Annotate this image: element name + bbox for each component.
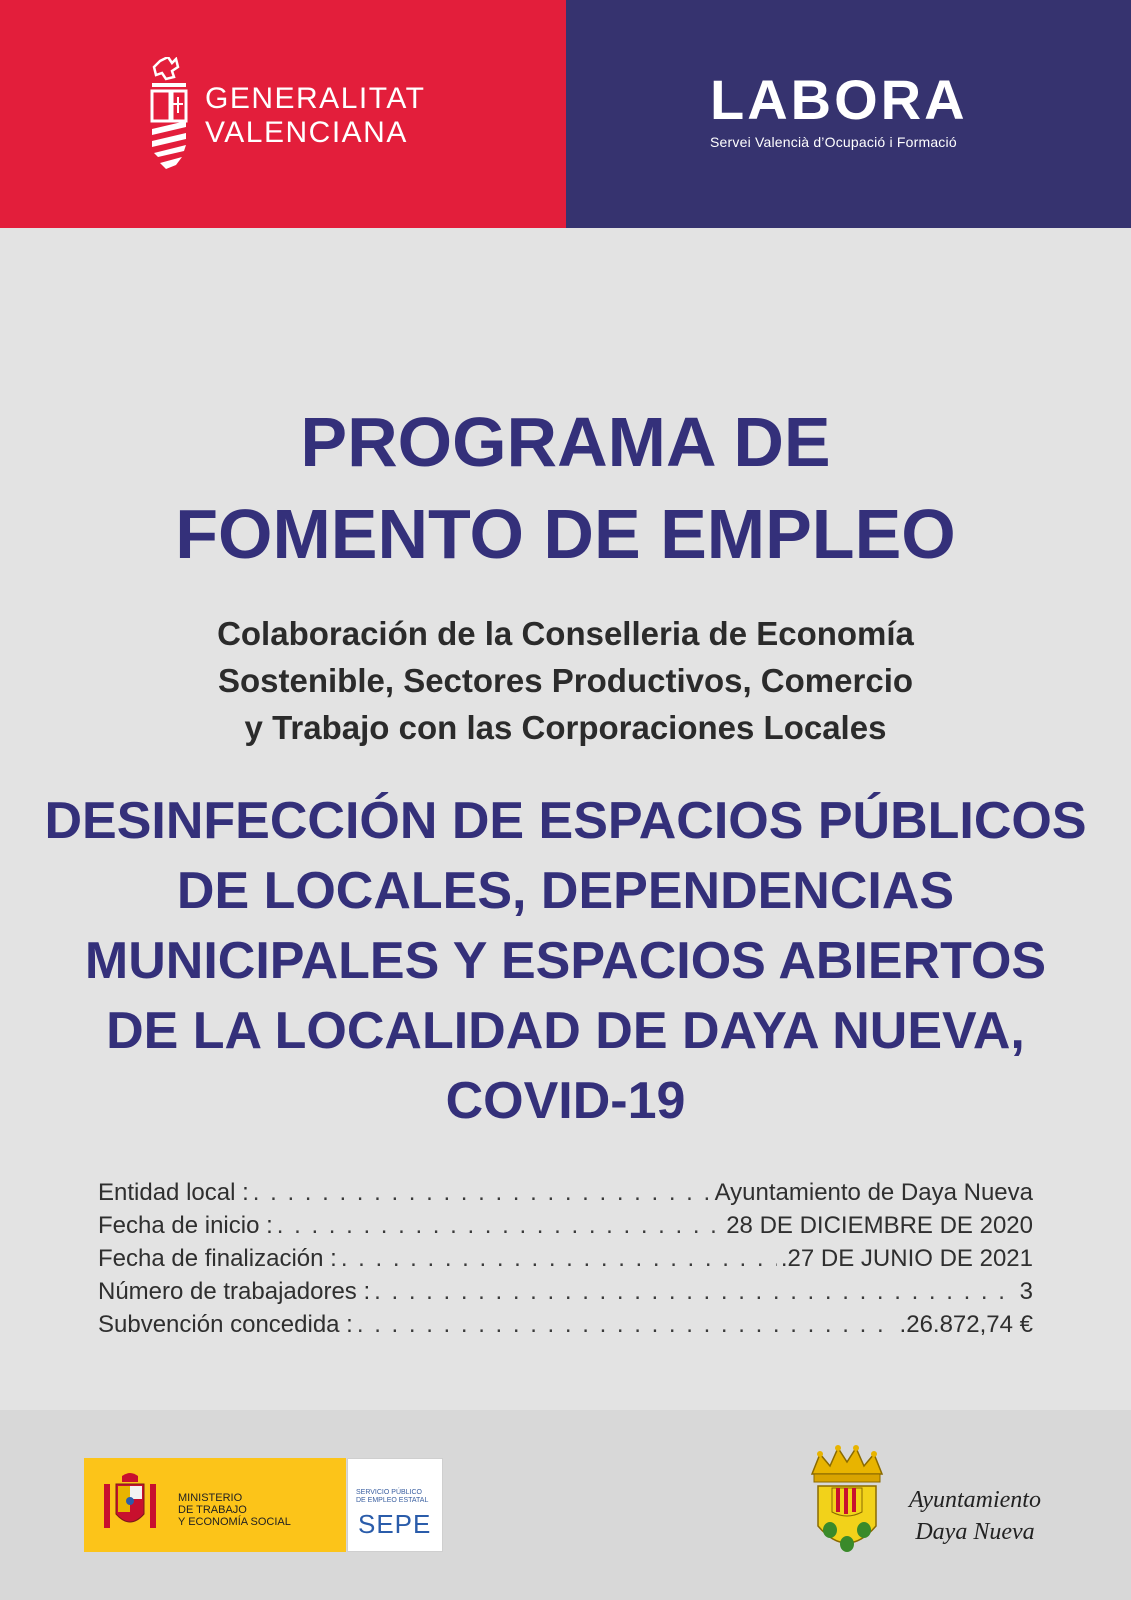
generalitat-shield-icon	[146, 57, 192, 171]
sepe-small-line1: SERVICIO PÚBLICO	[356, 1489, 423, 1496]
info-row-trabajadores	[98, 1275, 1033, 1308]
info-value: Ayuntamiento de Daya Nueva	[714, 1179, 1033, 1206]
ayuntamiento-logo-text	[890, 1484, 1060, 1548]
program-title-text: PROGRAMA DE FOMENTO DE EMPLEO	[175, 403, 956, 573]
info-value: .26.872,74 €	[899, 1311, 1033, 1338]
ministry-line1: MINISTERIO	[178, 1492, 243, 1504]
dot-leader	[253, 1176, 711, 1209]
sepe-logo	[347, 1458, 443, 1552]
generalitat-panel	[0, 0, 566, 228]
ayuntamiento-line2: Daya Nueva	[915, 1519, 1035, 1545]
dot-leader	[357, 1308, 896, 1341]
info-label: Entidad local :	[98, 1179, 249, 1206]
ministry-line3: Y ECONOMÍA SOCIAL	[178, 1516, 291, 1528]
generalitat-line2: VALENCIANA	[205, 116, 408, 149]
info-row-entidad	[98, 1176, 1033, 1209]
info-value: 3	[1019, 1278, 1033, 1305]
dot-leader	[374, 1275, 1015, 1308]
footer-band	[0, 1410, 1131, 1600]
info-value: .27 DE JUNIO DE 2021	[780, 1245, 1033, 1272]
info-label: Subvención concedida :	[98, 1311, 353, 1338]
program-title	[0, 396, 1131, 580]
sepe-name: SEPE	[358, 1509, 432, 1539]
info-row-fecha-fin	[98, 1242, 1033, 1275]
project-title	[0, 786, 1131, 1136]
spain-coat-of-arms-icon	[100, 1470, 160, 1540]
ministry-line2: DE TRABAJO	[178, 1504, 247, 1516]
collaboration-subtitle	[0, 610, 1131, 751]
ministry-name	[178, 1492, 291, 1528]
project-title-text: DESINFECCIÓN DE ESPACIOS PÚBLICOS DE LOCALES, DEPENDENCIAS MUNICIPALES Y ESPACIOS ABIERTOS DE LA LOCALIDAD DE DAYA NUEVA, COVID-19	[44, 792, 1087, 1130]
project-info-list	[98, 1176, 1033, 1341]
daya-nueva-coat-of-arms-icon	[806, 1444, 888, 1564]
info-label: Fecha de inicio :	[98, 1212, 273, 1239]
ayuntamiento-line1: Ayuntamiento	[909, 1487, 1041, 1513]
ministry-logo	[84, 1458, 346, 1552]
sepe-subtitle	[356, 1489, 428, 1505]
generalitat-line1: GENERALITAT	[205, 82, 426, 115]
labora-logo-text: LABORA	[710, 68, 968, 131]
sepe-small-line2: DE EMPLEO ESTATAL	[356, 1497, 429, 1504]
info-row-subvencion	[98, 1308, 1033, 1341]
dot-leader	[277, 1209, 722, 1242]
info-label: Número de trabajadores :	[98, 1278, 371, 1305]
generalitat-logo-text	[205, 82, 425, 150]
info-value: 28 DE DICIEMBRE DE 2020	[726, 1212, 1033, 1239]
info-row-fecha-inicio	[98, 1209, 1033, 1242]
labora-tagline: Servei Valencià d’Ocupació i Formació	[710, 134, 957, 150]
dot-leader	[341, 1242, 777, 1275]
collaboration-subtitle-text: Colaboración de la Conselleria de Economía Sostenible, Sectores Productivos, Comercio y Trabajo con las Corporaciones Locales	[217, 615, 914, 746]
header-band	[0, 0, 1131, 228]
info-label: Fecha de finalización :	[98, 1245, 337, 1272]
